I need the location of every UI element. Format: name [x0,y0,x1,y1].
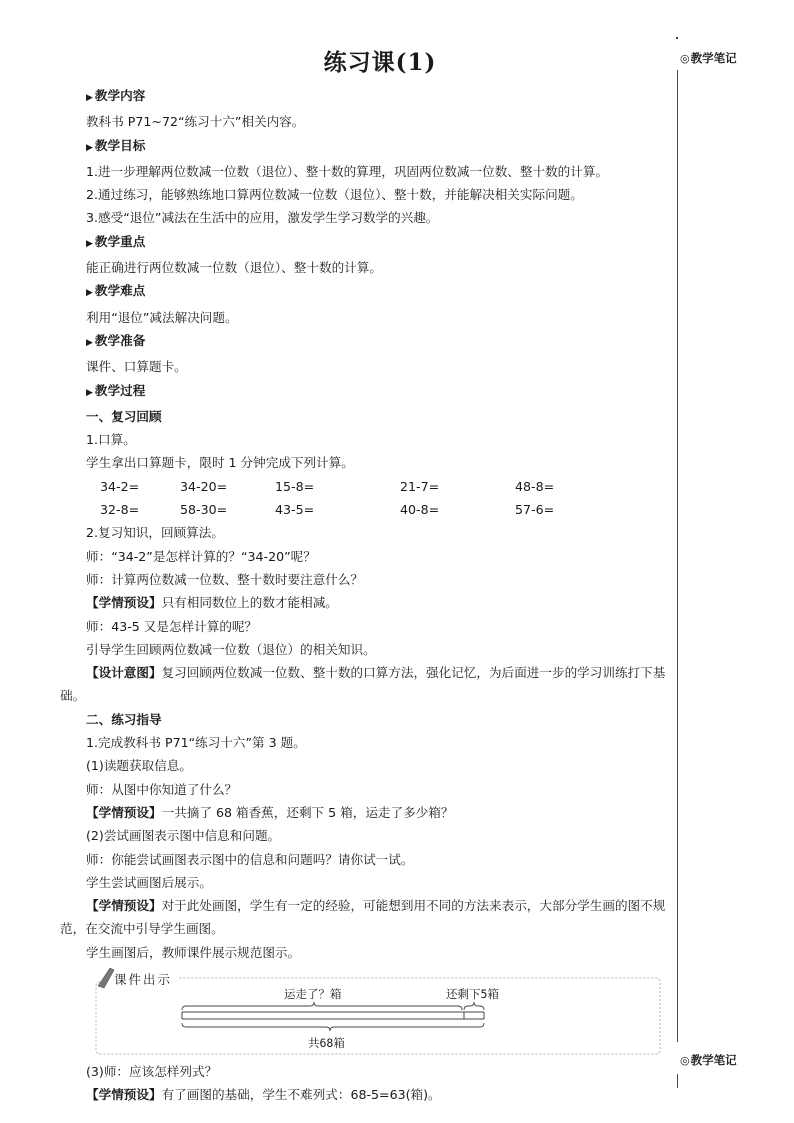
guide-text: 引导学生回顾两位数减一位数（退位）的相关知识。 [86,641,376,657]
content-text: 教科书 P71~72“练习十六”相关内容。 [86,114,305,130]
side-note-footer [680,1052,737,1068]
calc-item: 34-2= [100,478,140,494]
heading-difficulty: ▶ 教学难点 [86,283,146,299]
diagram-bottom-label: 共68箱 [308,1035,345,1050]
difficulty-text: 利用“退位”减法解决问题。 [86,309,238,325]
calc-item: 43-5= [275,502,315,518]
key-text: 能正确进行两位数减一位数（退位）、整十数的计算。 [86,260,382,276]
after-text: 学生画图后，教师课件展示规范图示。 [86,944,301,960]
section-title: 二、练习指导 [86,711,162,727]
triangle-bullet-icon: ▶ [86,238,93,249]
step-desc: 学生拿出口算题卡，限时 1 分钟完成下列计算。 [86,455,354,471]
triangle-bullet-icon: ▶ [86,337,93,348]
heading-prep: ▶ 教学准备 [86,332,146,348]
step-item: 1.口算。 [86,432,136,448]
teacher-question: 师：计算两位数减一位数、整十数时要注意什么？ [86,571,364,587]
margin-dot [676,37,678,39]
sub-step: (2)尝试画图表示图中信息和问题。 [86,828,281,844]
calc-item: 58-30= [180,502,228,518]
calc-row [60,498,672,521]
teacher-question: 师：从图中你知道了什么？ [86,781,238,797]
prediction-note: 【学情预设】一共摘了 68 箱香蕉，还剩下 5 箱，运走了多少箱？ [86,804,454,820]
margin-divider [677,1074,678,1088]
calc-item: 32-8= [100,502,140,518]
teacher-question: 师：你能尝试画图表示图中的信息和问题吗？请你试一试。 [86,851,414,867]
sub-step: (1)读题获取信息。 [86,758,192,774]
courseware-frame [94,968,662,1058]
lesson-content [60,84,672,1107]
teacher-question: 师：43-5 又是怎样计算的呢？ [86,618,258,634]
goal-item: 3.感受“退位”减法在生活中的应用，激发学生学习数学的兴趣。 [86,210,439,226]
section-title: 一、复习回顾 [86,408,162,424]
calc-item: 57-6= [515,502,555,518]
heading-process: ▶ 教学过程 [86,382,146,398]
courseware-box [94,968,662,1058]
goal-item: 2.通过练习，能够熟练地口算两位数减一位数（退位）、整十数，并能解决相关实际问题。 [86,187,583,203]
calc-item: 48-8= [515,478,555,494]
calc-item: 40-8= [400,502,440,518]
sub-step: (3)师：应该怎样列式？ [86,1063,218,1079]
courseware-label: 课件出示 [114,971,173,987]
page-title: 练习课(1) [323,49,437,76]
bullseye-icon: ◎ [680,1054,690,1067]
side-note-label: 教学笔记 [690,1053,737,1067]
side-note-header [680,50,737,66]
calc-item: 21-7= [400,478,440,494]
triangle-bullet-icon: ▶ [86,93,93,103]
step-item: 1.完成教科书 P71“练习十六”第 3 题。 [86,735,306,751]
teacher-question: 师：“34-2”是怎样计算的？“34-20”呢？ [86,548,316,564]
side-note-label: 教学笔记 [690,51,737,65]
goal-item: 1.进一步理解两位数减一位数（退位）、整十数的算理，巩固两位数减一位数、整十数的计算。 [86,163,609,179]
heading-goals: ▶ 教学目标 [86,137,146,153]
prediction-note: 【学情预设】对于此处画图，学生有一定的经验，可能想到用不同的方法来表示，大部分学生画的图不规范，在交流中引导学生画图。 [60,898,666,937]
step-item: 2.复习知识，回顾算法。 [86,525,224,541]
show-text: 学生尝试画图后展示。 [86,874,212,890]
heading-key: ▶ 教学重点 [86,233,146,249]
diagram-left-label: 运走了？箱 [284,986,342,1001]
diagram-right-label: 还剩下5箱 [446,986,499,1001]
triangle-bullet-icon: ▶ [86,387,93,398]
bullseye-icon: ◎ [680,52,690,65]
calc-item: 15-8= [275,478,315,494]
prediction-note: 【学情预设】有了画图的基础，学生不难列式：68-5=63(箱)。 [86,1087,441,1103]
triangle-bullet-icon: ▶ [86,288,93,299]
design-note: 【设计意图】复习回顾两位数减一位数、整十数的口算方法，强化记忆，为后面进一步的学习训练打下基础。 [60,665,666,704]
heading-content: ▶ 教学内容 [86,88,146,103]
calc-item: 34-20= [180,478,228,494]
prep-text: 课件、口算题卡。 [86,359,187,375]
triangle-bullet-icon: ▶ [86,142,93,153]
calc-row [60,475,672,498]
margin-divider [677,70,678,1042]
prediction-note: 【学情预设】只有相同数位上的数才能相减。 [86,595,338,611]
